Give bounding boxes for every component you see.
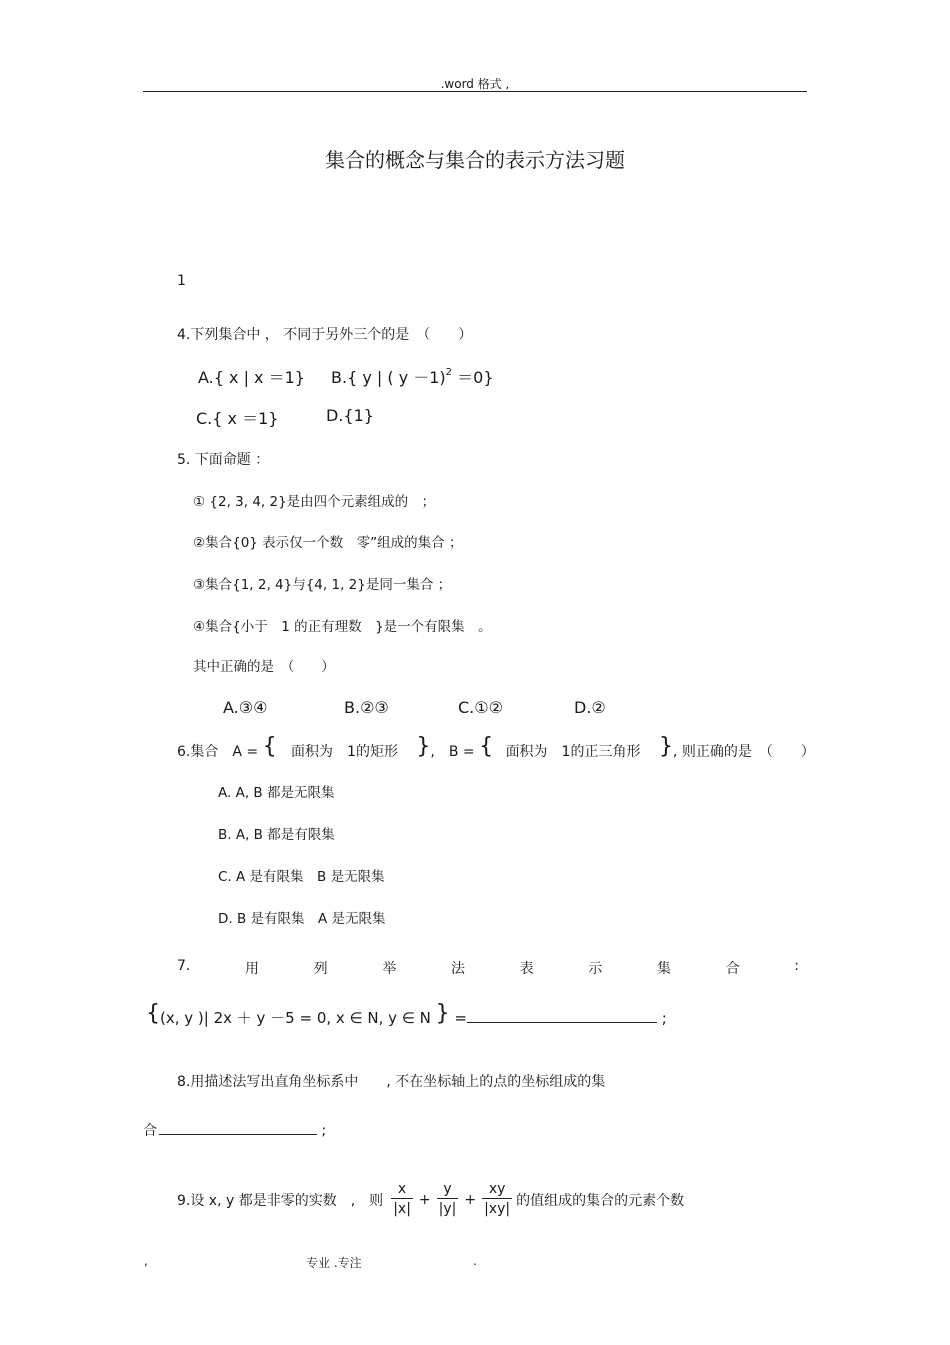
q7-answer-blank[interactable] [467,1008,657,1023]
q4-option-b-base: B.{ y | ( y －1) [331,368,446,387]
stray-number: 1 [177,273,186,289]
q9-plus-1: + [418,1191,431,1208]
q8-continuation [143,1120,326,1140]
q6-set-b-right-brace: } [658,734,673,759]
q8-cont-char: 合 [143,1123,157,1139]
q9-fraction-xy-numerator: xy [482,1180,512,1199]
q8-answer-blank[interactable] [159,1120,317,1135]
q6-stem-middle: , B = [430,744,475,760]
q5-item-3: ③集合{1, 2, 4}与{4, 1, 2}是同一集合 ； [193,577,452,593]
q7-right-brace: } [435,1001,450,1026]
q7-semicolon: ; [661,1009,667,1027]
q7-char: : [794,958,799,974]
q7-char: 举 [382,961,397,977]
q5-item-4: ④集合{小于 1 的正有理数 }是一个有限集 。 [193,619,492,635]
q4-option-d: D.{1} [326,406,374,425]
q5-item-1: ① {2, 3, 4, 2}是由四个元素组成的 ； [193,494,436,510]
q8-semicolon: ; [321,1123,327,1139]
q9-fraction-x-numerator: x [391,1180,413,1199]
q7-expression [146,1001,667,1029]
page-header: .word 格式 , [440,77,510,91]
footer-center-text: 专业 .专注 [306,1256,362,1270]
q4-option-b-tail: ＝0} [457,368,494,387]
q6-option-c: C. A 是有限集 B 是无限集 [218,869,385,885]
header-rule [143,91,807,92]
q4-option-c: C.{ x ＝1} [196,409,279,428]
q5-option-d: D.② [574,698,606,717]
footer-right-mark: . [473,1254,477,1268]
q7-stem [177,958,799,978]
q5-option-b: B.②③ [344,698,389,717]
q6-set-a-right-brace: } [416,734,431,759]
q7-char: 合 [725,961,740,977]
q9-fraction-xy-denominator: |xy| [484,1201,511,1217]
q9-stem-end: 的值组成的集合的元素个数 [516,1192,685,1209]
q9-stem-start: 9.设 x, y 都是非零的实数 , 则 [177,1192,384,1209]
q6-option-b: B. A, B 都是有限集 [218,827,335,843]
q7-char: 法 [450,961,465,977]
q6-stem [177,734,815,762]
q7-char: 用 [245,961,260,977]
q9-plus-2: + [464,1191,477,1208]
q5-ask: 其中正确的是 （ ） [193,659,335,675]
q6-set-b-description: 面积为 1的正三角形 [505,744,641,760]
q5-option-c: C.①② [458,698,503,717]
q9-fraction-x-denominator: |x| [393,1201,411,1217]
q9-fraction-y-numerator: y [437,1180,459,1199]
q7-char: 示 [588,961,603,977]
q4-option-a: A.{ x | x ＝1} [198,368,305,387]
q5-option-a: A.③④ [223,698,268,717]
q5-item-2: ②集合{0} 表示仅一个数 零”组成的集合 ； [193,535,463,551]
q7-char: 列 [313,961,328,977]
q7-left-brace: { [146,1001,160,1026]
q9-fraction-xy [482,1180,512,1219]
q4-option-b [331,365,494,388]
q7-char: 7. [177,958,191,974]
q9-fraction-y [437,1180,459,1219]
q6-set-a-description: 面积为 1的矩形 [291,744,398,760]
q7-char: 集 [656,961,671,977]
q6-option-d: D. B 是有限集 A 是无限集 [218,911,386,927]
q7-char: 表 [519,961,534,977]
q4-option-b-exponent: 2 [445,367,453,378]
q7-set-builder: (x, y )| 2x ＋ y －5 = 0, x ∈ N, y ∈ N [160,1009,431,1027]
q9-stem [177,1180,684,1219]
q9-fraction-x [391,1180,413,1219]
q5-stem: 5. 下面命题 ： [177,452,270,468]
q7-equals: = [454,1009,467,1027]
q6-stem-start: 6.集合 A = [177,744,259,760]
q6-set-a-left-brace: { [262,734,277,759]
q6-option-a: A. A, B 都是无限集 [218,785,335,801]
q6-set-b-left-brace: { [479,734,494,759]
document-title: 集合的概念与集合的表示方法习题 [325,148,625,172]
q6-stem-end: , 则正确的是 （ ） [672,744,815,760]
q8-stem: 8.用描述法写出直角坐标系中 , 不在坐标轴上的点的坐标组成的集 [177,1074,606,1090]
footer-left-mark: , [144,1254,148,1268]
q4-stem: 4.下列集合中 ， 不同于另外三个的是 （ ） [177,327,473,343]
q9-fraction-y-denominator: |y| [438,1201,457,1217]
